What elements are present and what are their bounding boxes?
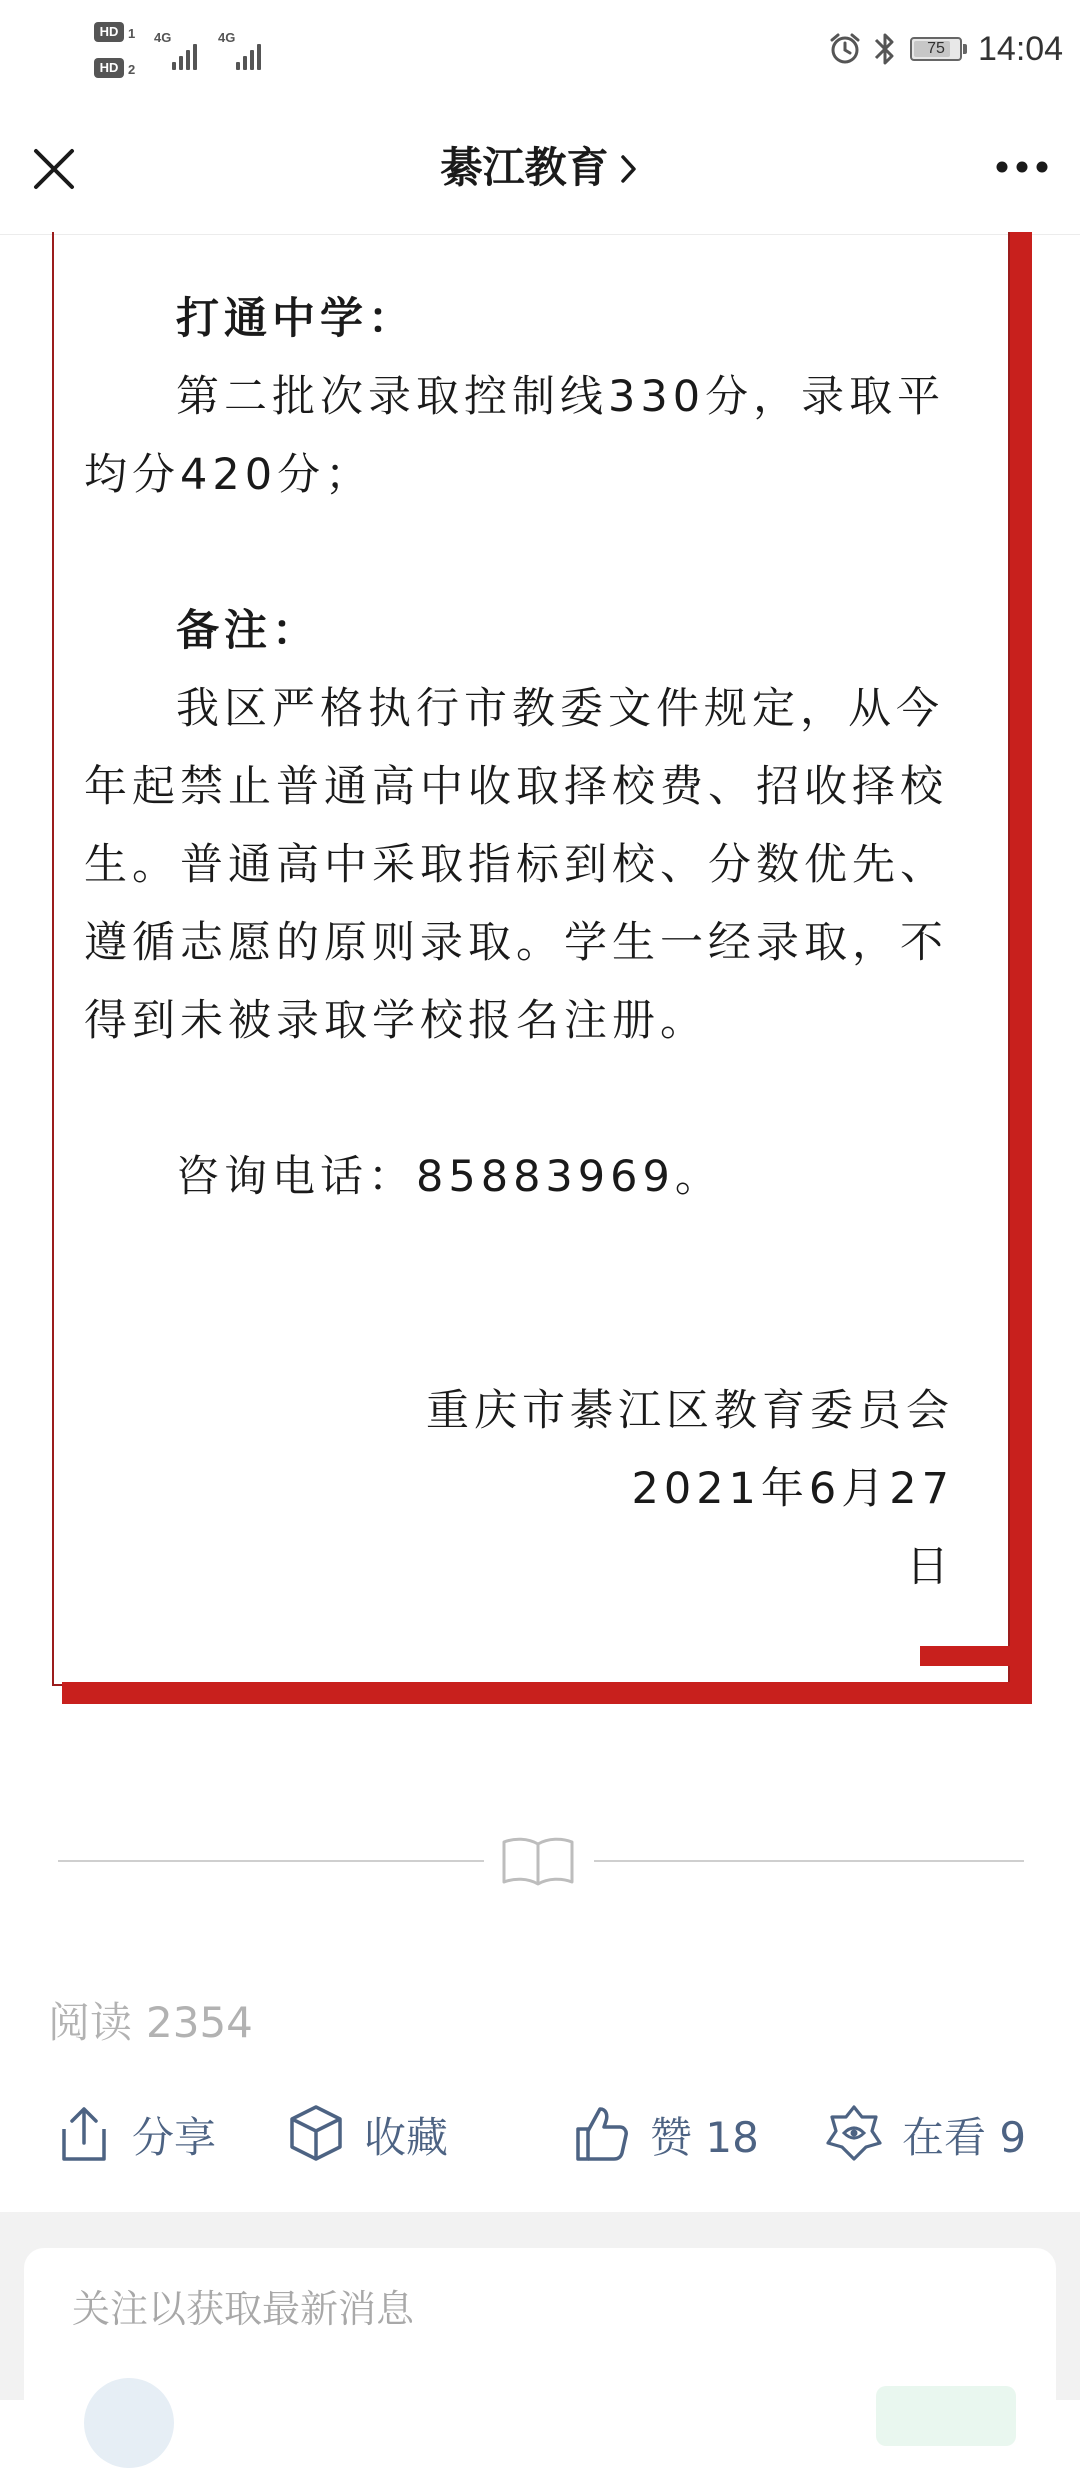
share-label: 分享 (132, 2113, 217, 2162)
network-type-1: 4G (154, 30, 172, 45)
card-red-notch (920, 1646, 1010, 1666)
sim-1-number: 1 (128, 26, 136, 41)
watching-count: 9 (999, 2113, 1027, 2162)
divider-line-right (594, 1860, 1024, 1862)
watching-text: 在看 (902, 2113, 987, 2162)
read-label: 阅读 (48, 1998, 133, 2047)
divider-line-left (58, 1860, 484, 1862)
watching-label (902, 2105, 1026, 2165)
box-icon (288, 2103, 344, 2163)
status-bar (0, 0, 1080, 105)
battery-tip (963, 44, 967, 54)
share-button[interactable] (56, 2095, 256, 2175)
thumbs-up-icon (574, 2103, 630, 2163)
like-button[interactable] (574, 2095, 774, 2175)
card-red-border-right (1010, 232, 1032, 1704)
hd-badge-1: HD (94, 22, 124, 42)
battery-percent: 75 (927, 40, 945, 57)
article-body (84, 280, 964, 1606)
like-label (650, 2105, 759, 2165)
favorite-button[interactable] (288, 2095, 488, 2175)
system-indicators (720, 28, 1080, 78)
share-icon (56, 2103, 112, 2163)
signal-2 (218, 30, 274, 74)
like-count: 18 (705, 2113, 759, 2162)
watching-icon (826, 2103, 882, 2163)
signature-date: 2021年6月27日 (631, 1464, 954, 1592)
signal-1 (154, 30, 210, 74)
signature-org: 重庆市綦江区教育委员会 (426, 1386, 954, 1436)
paragraph: 第二批次录取控制线330分，录取平均分420分； (84, 372, 946, 500)
bluetooth-icon (872, 30, 898, 68)
section-heading: 打通中学： (176, 294, 416, 344)
follow-prompt: 关注以获取最新消息 (72, 2287, 415, 2331)
watching-button[interactable] (826, 2095, 1056, 2175)
more-icon[interactable] (992, 147, 1052, 187)
spacer (84, 1294, 964, 1372)
nav-bar (0, 105, 1080, 235)
section-heading: 备注： (176, 606, 320, 656)
paragraph: 我区严格执行市教委文件规定，从今年起禁止普通高中收取择校费、招收择校生。普通高中采取指标到校、分数优先、遵循志愿的原则录取。学生一经录取，不得到未被录取学校报名注册。 (84, 684, 948, 1046)
spacer (84, 514, 964, 592)
hd-badge-2: HD (94, 58, 124, 78)
end-divider (58, 1820, 1024, 1900)
signal-bars-icon (172, 40, 206, 70)
read-count (48, 1990, 267, 2050)
like-text: 赞 (650, 2113, 693, 2162)
spacer (84, 1216, 964, 1294)
chevron-right-icon[interactable] (618, 152, 640, 186)
avatar[interactable] (84, 2378, 174, 2468)
favorite-label: 收藏 (364, 2113, 449, 2162)
action-bar (0, 2095, 1080, 2175)
clock: 14:04 (978, 30, 1064, 68)
alarm-icon (828, 32, 862, 66)
contact-phone: 咨询电话：85883969。 (176, 1152, 723, 1202)
network-type-2: 4G (218, 30, 236, 45)
spacer (84, 1060, 964, 1138)
sim-2-number: 2 (128, 62, 136, 77)
follow-card (24, 2248, 1056, 2448)
signal-bars-icon (236, 40, 270, 70)
card-red-border-bottom (62, 1682, 1032, 1704)
read-count-value: 2354 (146, 1998, 253, 2047)
book-icon (498, 1830, 578, 1890)
follow-button[interactable] (876, 2386, 1016, 2446)
battery-icon (910, 37, 962, 61)
account-name[interactable]: 綦江教育 (440, 143, 609, 192)
nav-title-area[interactable] (0, 135, 1080, 195)
